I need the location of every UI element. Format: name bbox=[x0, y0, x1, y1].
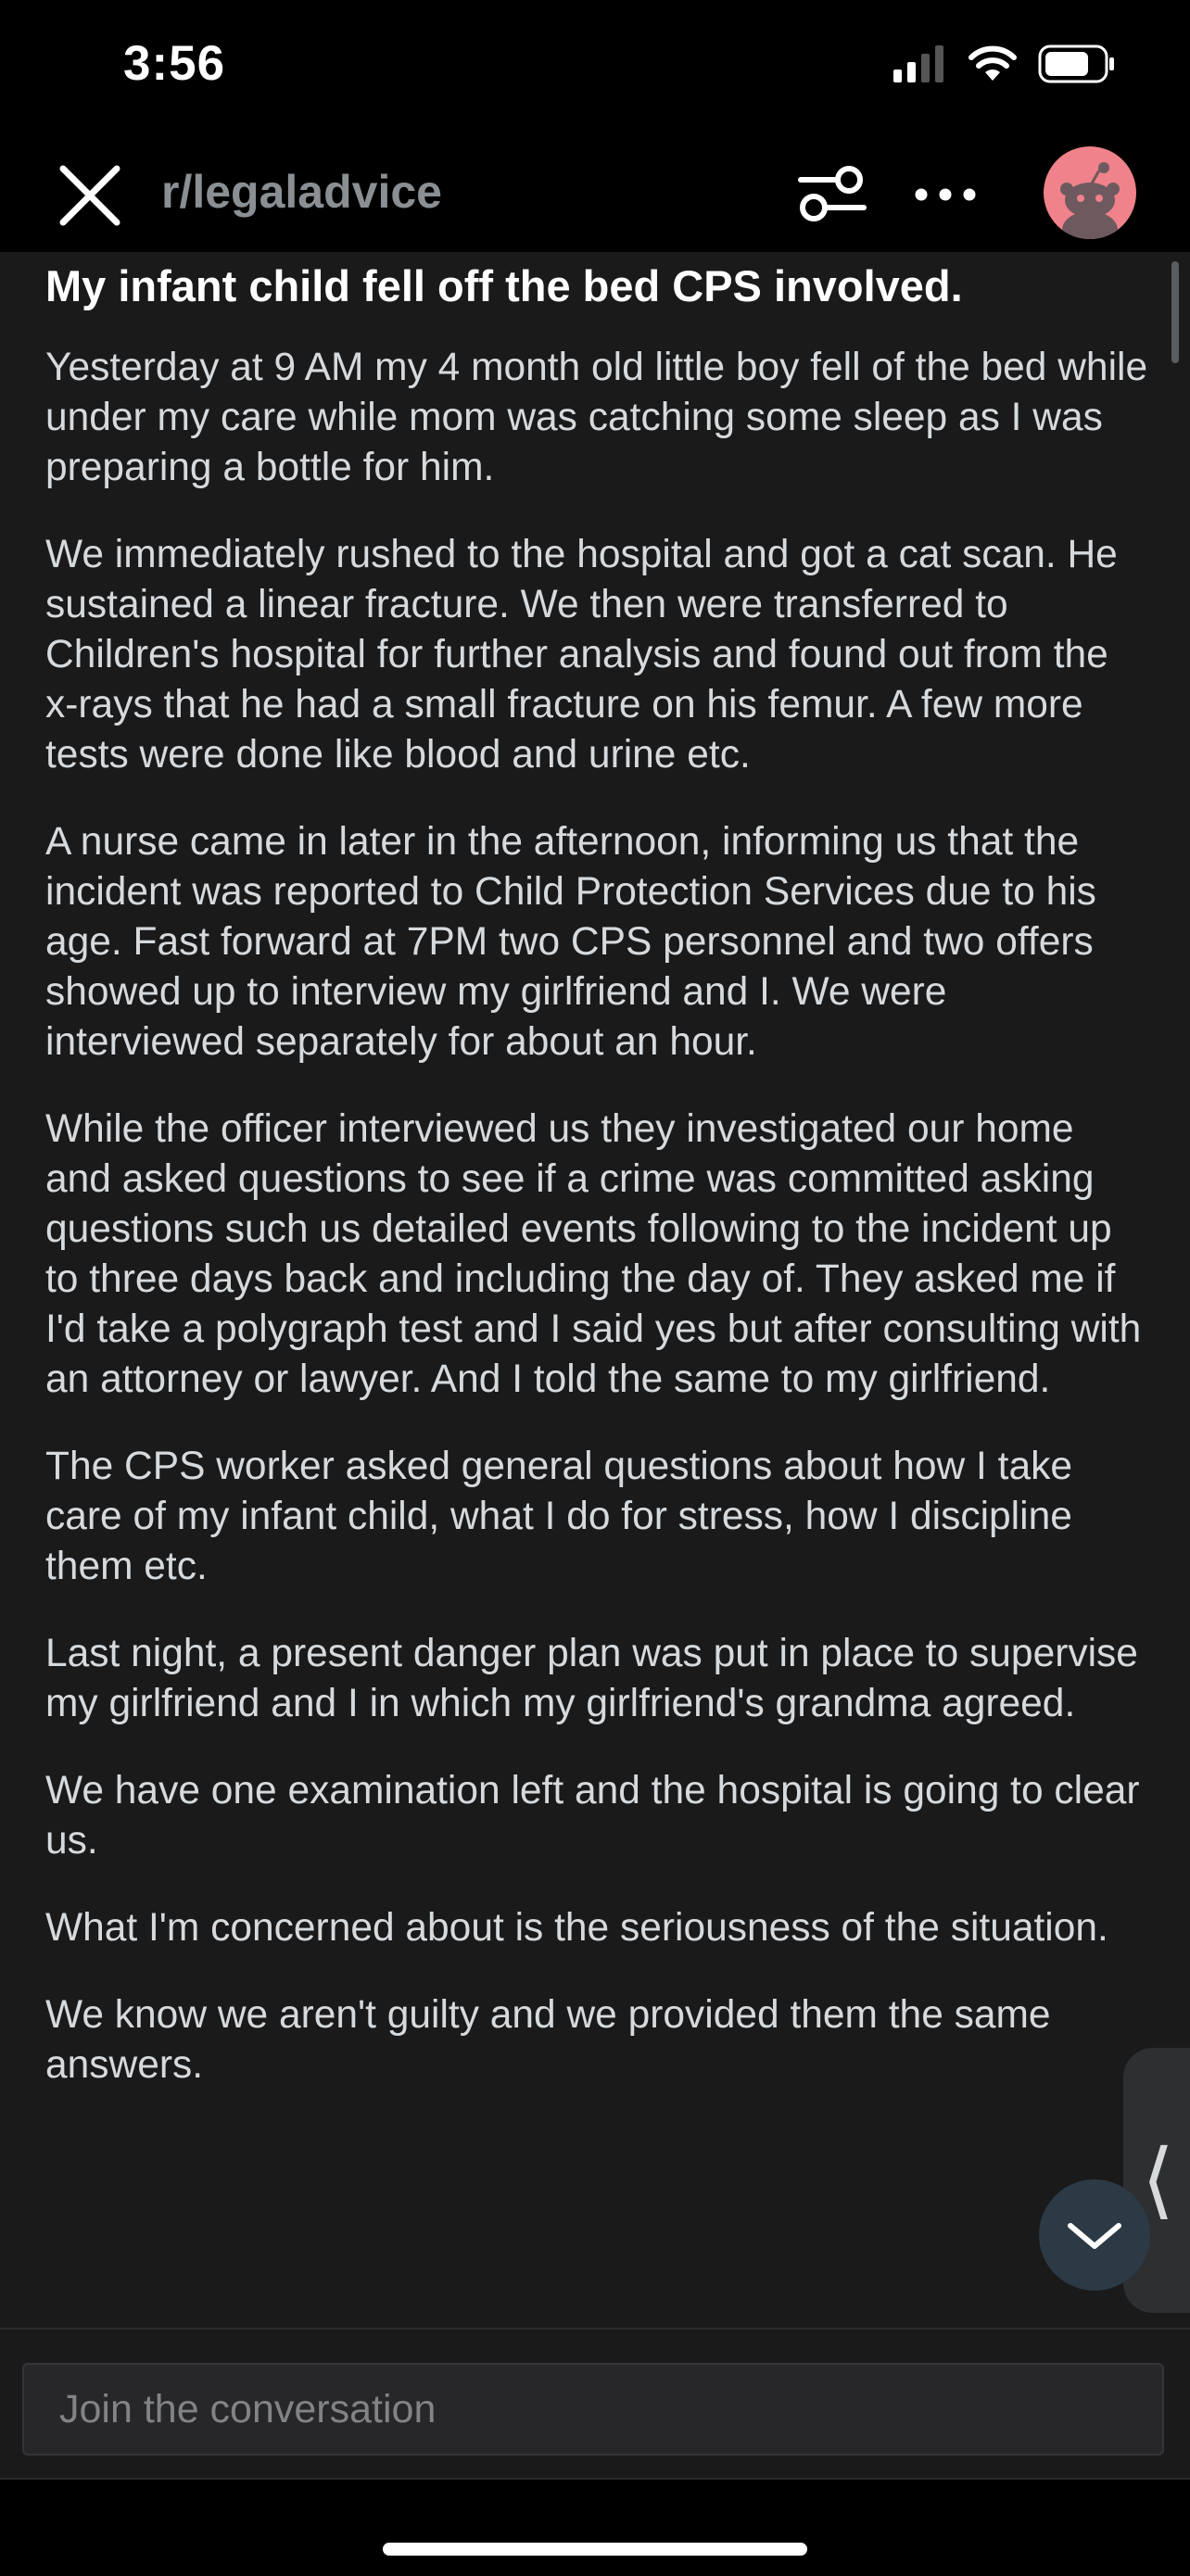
chevron-down-icon bbox=[1039, 2179, 1150, 2291]
post-paragraph: The CPS worker asked general questions about how I take care of my infant child, what I do for stress, how I discipline them etc. bbox=[45, 1445, 1072, 1588]
top-nav-bar bbox=[0, 139, 1190, 252]
comment-input-placeholder: Join the conversation bbox=[59, 2387, 437, 2431]
status-time: 3:56 bbox=[123, 36, 226, 91]
close-icon bbox=[54, 159, 126, 232]
wifi-icon bbox=[968, 45, 1018, 82]
scroll-down-button[interactable] bbox=[1039, 2179, 1150, 2291]
status-bar bbox=[0, 0, 1190, 139]
scrollbar-thumb[interactable] bbox=[1171, 261, 1179, 363]
user-avatar[interactable] bbox=[1044, 146, 1136, 239]
more-horizontal-icon bbox=[908, 161, 982, 228]
battery-icon bbox=[1038, 44, 1116, 83]
post-body bbox=[45, 343, 1148, 2128]
home-indicator[interactable] bbox=[383, 2543, 807, 2556]
home-bar bbox=[0, 2478, 1190, 2576]
post-content-area[interactable] bbox=[0, 252, 1190, 2328]
subreddit-name[interactable]: r/legaladvice bbox=[161, 166, 442, 218]
post-paragraph: What I'm concerned about is the seriousness of the situation. bbox=[45, 1906, 1108, 1950]
comment-input[interactable] bbox=[22, 2363, 1164, 2456]
post-title: My infant child fell off the bed CPS involved. bbox=[45, 261, 963, 310]
post-paragraph: A nurse came in later in the afternoon, informing us that the incident was reported to Child Protection Services due to his age. Fast forward at 7PM two CPS personnel and two offers showed up to interview my girlfriend and I. We were interviewed separately for about an hour. bbox=[45, 820, 1096, 1064]
comment-composer bbox=[0, 2328, 1190, 2478]
status-icons bbox=[893, 44, 1116, 83]
cellular-signal-icon bbox=[893, 45, 947, 82]
sliders-icon bbox=[795, 161, 869, 228]
close-button[interactable] bbox=[54, 159, 126, 232]
snoo-avatar-icon bbox=[1044, 146, 1136, 239]
post-paragraph: We immediately rushed to the hospital and got a cat scan. He sustained a linear fracture. We then were transferred to Children's hospital for further analysis and found out from the x-rays that he had a small fracture on his femur. A few more tests were done like blood and urine etc. bbox=[45, 533, 1118, 777]
sort-filter-button[interactable] bbox=[795, 161, 869, 228]
post-paragraph: Yesterday at 9 AM my 4 month old little boy fell of the bed while under my care while mom was catching some sleep as I was preparing a bottle for him. bbox=[45, 346, 1148, 489]
post-paragraph: We know we aren't guilty and we provided them the same answers. bbox=[45, 1993, 1051, 2087]
chevron-left-icon: ⟨ bbox=[1142, 2131, 1175, 2229]
more-options-button[interactable] bbox=[908, 161, 982, 228]
post-paragraph: Last night, a present danger plan was put in place to supervise my girlfriend and I in which my girlfriend's grandma agreed. bbox=[45, 1632, 1138, 1725]
post-paragraph: We have one examination left and the hospital is going to clear us. bbox=[45, 1769, 1140, 1863]
post-paragraph: While the officer interviewed us they investigated our home and asked questions to see if a crime was committed asking questions such us detailed events following to the incident up to three days back and including the day of. They asked me if I'd take a polygraph test and I said yes but after consulting with an attorney or lawyer. And I told the same to my girlfriend. bbox=[45, 1107, 1142, 1401]
